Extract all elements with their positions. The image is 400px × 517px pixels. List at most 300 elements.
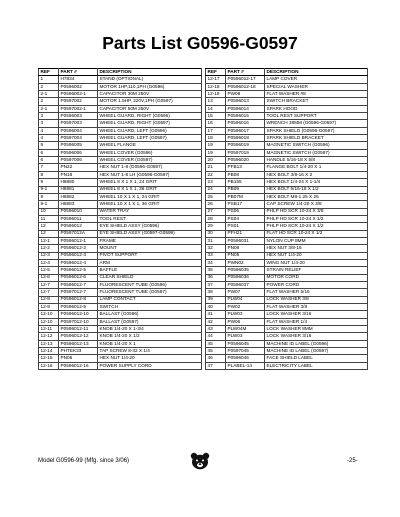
table-row <box>39 157 202 164</box>
description-cell: WHEEL 8 X 1 X 1, 24 GRIT <box>98 179 202 186</box>
table-row <box>206 164 368 171</box>
ref-cell: 39 <box>206 296 226 303</box>
table-row <box>206 127 368 134</box>
part-number-cell: PS06 <box>226 208 265 215</box>
part-number-cell: P0596012-17 <box>226 76 265 83</box>
ref-cell: 2 <box>39 83 59 90</box>
description-cell: CAPACITOR 30M 250V <box>98 91 202 98</box>
description-cell: WHEEL GUARD, LEFT (G0597) <box>98 135 202 142</box>
ref-cell: 4 <box>39 127 59 134</box>
description-cell: PHLP HD SCR 10-24 X 3/8 <box>265 208 368 215</box>
description-cell: LOCK WASHER 3/16 <box>265 311 368 318</box>
ref-cell: 38 <box>206 289 226 296</box>
ref-cell: 12-1 <box>39 237 59 244</box>
header-part-number: PART # <box>226 69 265 76</box>
description-cell: POWER CORD <box>265 281 368 288</box>
description-cell: ARM <box>98 259 202 266</box>
ref-cell: 12-5 <box>39 267 59 274</box>
table-row <box>206 76 368 83</box>
ref-cell: 6 <box>39 157 59 164</box>
ref-cell: 12-14 <box>39 348 59 355</box>
part-number-cell: PW02 <box>226 304 265 311</box>
ref-cell: 27 <box>206 208 226 215</box>
table-row <box>206 230 368 237</box>
table-row <box>39 113 202 120</box>
part-number-cell: PLW03 <box>226 311 265 318</box>
table-row <box>206 105 368 112</box>
description-cell: WHEEL 10 X 1 X 1, 24 GRIT <box>98 193 202 200</box>
table-row <box>206 208 368 215</box>
table-row <box>39 318 202 325</box>
part-number-cell: PW08 <box>226 91 265 98</box>
ref-cell: 6 <box>39 149 59 156</box>
part-number-cell: H8881 <box>59 186 98 193</box>
table-row <box>206 179 368 186</box>
table-row <box>39 348 202 355</box>
ref-cell: 2-1 <box>39 91 59 98</box>
ref-cell: 12-7 <box>39 289 59 296</box>
description-cell: MAGNETIC SWITCH (G0597) <box>265 149 368 156</box>
ref-cell: 21 <box>206 164 226 171</box>
description-cell: MOUNT <box>98 245 202 252</box>
description-cell: SPECIAL WASHER <box>265 83 368 90</box>
part-number-cell: P0596014 <box>226 105 265 112</box>
description-cell: LAMP CONTACT <box>98 296 202 303</box>
description-cell: LOCK WASHER 3/8 <box>265 296 368 303</box>
table-row <box>39 149 202 156</box>
table-row <box>206 186 368 193</box>
table-row <box>206 348 368 355</box>
part-number-cell: PW06 <box>226 318 265 325</box>
description-cell: HEX BOLT M8-1.25 X 25 <box>265 193 368 200</box>
ref-cell: 12-18 <box>206 83 226 90</box>
part-number-cell: H7834 <box>59 76 98 83</box>
description-cell: FLAT WASHER #8 <box>265 91 368 98</box>
ref-cell: 18 <box>206 135 226 142</box>
ref-cell: 42 <box>206 318 226 325</box>
description-cell: WHEEL 8 X 1 X 1, 36 GRIT <box>98 186 202 193</box>
table-row <box>206 157 368 164</box>
ref-cell: 15 <box>206 113 226 120</box>
ref-cell: 29 <box>206 223 226 230</box>
part-number-cell: P0596011 <box>59 215 98 222</box>
description-cell: PHLP HD SCR 10-24 X 1/2 <box>265 215 368 222</box>
ref-cell: 12-11 <box>39 326 59 333</box>
part-number-cell: PLW04 <box>226 296 265 303</box>
table-row <box>39 179 202 186</box>
description-cell: HANDLE 5/16-18 X 5/8 <box>265 157 368 164</box>
ref-cell: 43 <box>206 326 226 333</box>
part-number-cell: PSB17 <box>226 201 265 208</box>
description-cell: SWITCH <box>98 304 202 311</box>
ref-cell: 9 <box>39 179 59 186</box>
ref-cell: 3 <box>39 120 59 127</box>
part-number-cell: P0597012-7 <box>59 289 98 296</box>
part-number-cell: P0596006 <box>59 149 98 156</box>
description-cell: WING NUT 1/4-20 <box>265 259 368 266</box>
ref-cell: 47 <box>206 362 226 369</box>
table-row <box>39 142 202 149</box>
part-number-cell: P0597012-10 <box>59 318 98 325</box>
part-number-cell: P0597002 <box>59 98 98 105</box>
ref-cell: 9-1 <box>39 186 59 193</box>
description-cell: ELECTRICITY LABEL <box>265 362 368 369</box>
table-row <box>206 149 368 156</box>
table-row <box>206 326 368 333</box>
description-cell: STRAIN RELIEF <box>265 267 368 274</box>
part-number-cell: PN22 <box>59 164 98 171</box>
description-cell: HEX NUT 1-8 LH (G0596-G0597) <box>98 171 202 178</box>
part-number-cell: PFB13 <box>226 164 265 171</box>
part-number-cell: P0596013 <box>226 98 265 105</box>
description-cell: MACHINE ID LABEL (G0596) <box>265 340 368 347</box>
description-cell: CAP SCREW 1/4-20 X 3/8 <box>265 201 368 208</box>
part-number-cell: P0596012 <box>59 223 98 230</box>
ref-cell: 36 <box>206 274 226 281</box>
table-row <box>39 186 202 193</box>
table-row <box>206 296 368 303</box>
part-number-cell: P0596012-2 <box>59 245 98 252</box>
table-row <box>39 311 202 318</box>
part-number-cell: PN18 <box>59 171 98 178</box>
table-header-row <box>39 69 202 76</box>
description-cell: FLANGE BOLT 1/4-20 X 1 <box>265 164 368 171</box>
table-row <box>39 120 202 127</box>
description-cell: HEX BOLT 3/8-16 X 2 <box>265 171 368 178</box>
ref-cell: 45 <box>206 340 226 347</box>
table-row <box>39 105 202 112</box>
description-cell: WHEEL GUARD, RIGHT (G0596) <box>98 113 202 120</box>
description-cell: FACE SHIELD LABEL <box>265 355 368 362</box>
description-cell: BALLAST (G0597) <box>98 318 202 325</box>
description-cell: WATER TRAY <box>98 208 202 215</box>
part-number-cell: P0596010 <box>59 208 98 215</box>
ref-cell: 2-1 <box>39 105 59 112</box>
part-number-cell: PN05 <box>226 252 265 259</box>
ref-cell: 12 <box>39 223 59 230</box>
table-row <box>39 281 202 288</box>
description-cell: FLAT HD SCR 10-24 X 1/2 <box>265 230 368 237</box>
table-row <box>206 83 368 90</box>
description-cell: HEX NUT 3/8-16 <box>265 245 368 252</box>
ref-cell: 12-3 <box>39 252 59 259</box>
ref-cell: 22 <box>206 171 226 178</box>
table-row <box>39 98 202 105</box>
footer-model-text: Model G0596-99 (Mfg. since 3/06) <box>38 458 130 464</box>
ref-cell: 41 <box>206 311 226 318</box>
part-number-cell: PWN02 <box>226 259 265 266</box>
ref-cell: 12-12 <box>39 333 59 340</box>
description-cell: TAP SCREW 8-32 X 1/4 <box>98 348 202 355</box>
part-number-cell: P0596012-9 <box>59 304 98 311</box>
ref-cell: 33 <box>206 252 226 259</box>
ref-cell: 12-17 <box>206 76 226 83</box>
table-row <box>206 340 368 347</box>
ref-cell: 12-8 <box>39 296 59 303</box>
description-cell: WHEEL FLANGE <box>98 142 202 149</box>
table-row <box>39 355 202 362</box>
part-number-cell: P0596035 <box>226 267 265 274</box>
table-row <box>206 274 368 281</box>
description-cell: SWITCH BRACKET <box>265 98 368 105</box>
part-number-cell: P0596012-7 <box>59 281 98 288</box>
table-row <box>39 259 202 266</box>
table-row <box>39 230 202 237</box>
part-number-cell: P0597002-1 <box>59 105 98 112</box>
ref-cell: 34 <box>206 259 226 266</box>
table-row <box>206 215 368 222</box>
description-cell: PHLP HD SCR 10-24 X 1/2 <box>265 223 368 230</box>
description-cell: HEX NUT 1-8 (G0596-G0597) <box>98 164 202 171</box>
ref-cell: 46 <box>206 355 226 362</box>
ref-cell: 19 <box>206 142 226 149</box>
table-row <box>206 201 368 208</box>
ref-cell: 28 <box>206 215 226 222</box>
description-cell: BAFFLE <box>98 267 202 274</box>
description-cell: WHEEL COVER (G0596) <box>98 149 202 156</box>
table-row <box>206 267 368 274</box>
ref-cell: 12-4 <box>39 259 59 266</box>
table-row <box>206 245 368 252</box>
ref-cell: 12-15 <box>39 355 59 362</box>
description-cell: BALLAST (G0596) <box>98 311 202 318</box>
table-row <box>39 289 202 296</box>
part-number-cell: P0596016 <box>226 120 265 127</box>
description-cell: KNOB 1/4-20 X 1-3/4 <box>98 326 202 333</box>
part-number-cell: P0596012-13 <box>59 340 98 347</box>
table-row <box>206 237 368 244</box>
table-row <box>206 120 368 127</box>
description-cell: HEX NUT 1/4-20 <box>265 252 368 259</box>
header-part-number: PART # <box>59 69 98 76</box>
table-row <box>39 91 202 98</box>
table-row <box>39 333 202 340</box>
table-header-row <box>206 69 368 76</box>
part-number-cell: P0596037 <box>226 281 265 288</box>
description-cell: EYE SHIELD ASSY (G0597-G0599) <box>98 230 202 237</box>
ref-cell: 12-16 <box>39 362 59 369</box>
table-row <box>39 76 202 83</box>
ref-cell: 12-19 <box>206 91 226 98</box>
table-row <box>206 98 368 105</box>
table-row <box>39 267 202 274</box>
table-row <box>206 362 368 369</box>
table-row <box>39 304 202 311</box>
part-number-cell: P0596015 <box>226 113 265 120</box>
description-cell: STAND (OPTIONAL) <box>98 76 202 83</box>
ref-cell: 40 <box>206 304 226 311</box>
description-cell: MOTOR 1HP,110,1PH (G0596) <box>98 83 202 90</box>
table-row <box>39 237 202 244</box>
ref-cell: 12-9 <box>39 304 59 311</box>
part-number-cell: H8882 <box>59 193 98 200</box>
part-number-cell: PHTEK33 <box>59 348 98 355</box>
description-cell: WHEEL GUARD, RIGHT (G0597) <box>98 120 202 127</box>
ref-cell: 10 <box>39 208 59 215</box>
table-row <box>39 201 202 208</box>
part-number-cell: PB08 <box>226 171 265 178</box>
header-description: DESCRIPTION <box>98 69 202 76</box>
description-cell: FRAME <box>98 237 202 244</box>
table-row <box>39 135 202 142</box>
part-number-cell: P0596012-1 <box>59 237 98 244</box>
part-number-cell: P0597012A <box>59 230 98 237</box>
description-cell: SPARK HOOD <box>265 105 368 112</box>
part-number-cell: PS04 <box>226 215 265 222</box>
ref-cell: 23 <box>206 179 226 186</box>
table-row <box>206 223 368 230</box>
table-row <box>206 142 368 149</box>
description-cell: EYE SHIELD ASSY (G0596) <box>98 223 202 230</box>
part-number-cell: P0596005 <box>59 142 98 149</box>
ref-cell: 9 <box>39 193 59 200</box>
part-number-cell: P0596012-8 <box>59 296 98 303</box>
part-number-cell: P0597006 <box>59 157 98 164</box>
ref-cell: 20 <box>206 157 226 164</box>
description-cell: MACHINE ID LABEL (G0597) <box>265 348 368 355</box>
part-number-cell: PB09 <box>226 186 265 193</box>
header-ref: REF <box>206 69 226 76</box>
part-number-cell: P0596002-1 <box>59 91 98 98</box>
table-row <box>206 355 368 362</box>
ref-cell: 31 <box>206 237 226 244</box>
table-row <box>39 340 202 347</box>
description-cell: FLUORESCENT TUBE (G0596) <box>98 281 202 288</box>
part-number-cell: P0596002 <box>59 83 98 90</box>
part-number-cell: P0596036 <box>226 274 265 281</box>
table-row <box>39 326 202 333</box>
ref-cell: 12-10 <box>39 311 59 318</box>
description-cell: POWER SUPPLY CORD <box>98 362 202 369</box>
parts-table-right <box>205 68 368 370</box>
part-number-cell: PLW04M <box>226 326 265 333</box>
table-row <box>206 318 368 325</box>
description-cell: LAMP COVER <box>265 76 368 83</box>
part-number-cell: P0596012-3 <box>59 252 98 259</box>
part-number-cell: H8880 <box>59 179 98 186</box>
table-row <box>39 208 202 215</box>
description-cell: WHEEL GUARD, LEFT (G0596) <box>98 127 202 134</box>
table-row <box>206 259 368 266</box>
description-cell: KNOB 1/4-20 X 1 <box>98 340 202 347</box>
ref-cell: 12 <box>39 230 59 237</box>
header-ref: REF <box>39 69 59 76</box>
part-number-cell: PN05 <box>59 355 98 362</box>
ref-cell: 4 <box>39 135 59 142</box>
part-number-cell: P0596012-4 <box>59 259 98 266</box>
part-number-cell: P0596012-6 <box>59 274 98 281</box>
part-number-cell: P0596012-5 <box>59 267 98 274</box>
part-number-cell: P0596046 <box>226 355 265 362</box>
table-row <box>39 127 202 134</box>
table-row <box>39 171 202 178</box>
ref-cell: 3 <box>39 113 59 120</box>
ref-cell: 7 <box>39 164 59 171</box>
description-cell: MAGNETIC SWITCH (G0596) <box>265 142 368 149</box>
ref-cell: 25 <box>206 193 226 200</box>
ref-cell: 44 <box>206 333 226 340</box>
description-cell: FLAT WASHER 1/4 <box>265 318 368 325</box>
ref-cell: 11 <box>39 215 59 222</box>
part-number-cell: P0596012-11 <box>59 326 98 333</box>
table-row <box>206 113 368 120</box>
table-row <box>39 193 202 200</box>
ref-cell: 45 <box>206 348 226 355</box>
description-cell: WRENCH 38MM (G0596-G0597) <box>265 120 368 127</box>
table-row <box>206 193 368 200</box>
header-description: DESCRIPTION <box>265 69 368 76</box>
description-cell: NYLON CUP 8MM <box>265 237 368 244</box>
table-row <box>39 296 202 303</box>
description-cell: SPARK SHIELD (G0596-G0597) <box>265 127 368 134</box>
ref-cell: 19 <box>206 149 226 156</box>
ref-cell: 1 <box>39 76 59 83</box>
part-number-cell: P0596012-18 <box>226 83 265 90</box>
ref-cell: 12-7 <box>39 281 59 288</box>
part-number-cell: P0596012-12 <box>59 333 98 340</box>
part-number-cell: P0596017 <box>226 127 265 134</box>
table-row <box>39 362 202 369</box>
ref-cell: 32 <box>206 245 226 252</box>
description-cell: SPARK SHIELD BRACKET <box>265 135 368 142</box>
part-number-cell: PLW03 <box>226 333 265 340</box>
part-number-cell: P0597045 <box>226 348 265 355</box>
description-cell: FLAT WASHER 5/16 <box>265 289 368 296</box>
description-cell: FLUORESCENT TUBE (G0597) <box>98 289 202 296</box>
part-number-cell: P0597003 <box>59 120 98 127</box>
description-cell: KNOB 1/4-20 X 1/2 <box>98 333 202 340</box>
table-row <box>206 252 368 259</box>
part-number-cell: PLABEL-14 <box>226 362 265 369</box>
part-number-cell: P0596020 <box>226 157 265 164</box>
table-row <box>39 252 202 259</box>
table-row <box>206 135 368 142</box>
page-number: -25- <box>347 458 358 464</box>
ref-cell: 12-10 <box>39 318 59 325</box>
description-cell: PIVOT SUPPORT <box>98 252 202 259</box>
description-cell: CAPACITOR 50M 250V <box>98 105 202 112</box>
table-row <box>39 223 202 230</box>
description-cell: LOCK WASHER 8MM <box>265 326 368 333</box>
table-row <box>206 281 368 288</box>
ref-cell: 26 <box>206 201 226 208</box>
ref-cell: 8 <box>39 171 59 178</box>
table-row <box>39 245 202 252</box>
description-cell: FLAT WASHER 3/8 <box>265 304 368 311</box>
ref-cell: 17 <box>206 127 226 134</box>
table-row <box>39 83 202 90</box>
ref-cell: 30 <box>206 230 226 237</box>
part-number-cell: P0596012-10 <box>59 311 98 318</box>
description-cell: WHEEL COVER (G0597) <box>98 157 202 164</box>
part-number-cell: P0596012-16 <box>59 362 98 369</box>
description-cell: HEX BOLT 5/16-18 X 1/2 <box>265 186 368 193</box>
part-number-cell: P0596031 <box>226 237 265 244</box>
table-row <box>39 274 202 281</box>
description-cell: LOCK WASHER 3/16 <box>265 333 368 340</box>
part-number-cell: P0597019 <box>226 149 265 156</box>
ref-cell: 9-1 <box>39 201 59 208</box>
ref-cell: 14 <box>206 105 226 112</box>
ref-cell: 13 <box>206 98 226 105</box>
description-cell: TOOL REST SUPPORT <box>265 113 368 120</box>
ref-cell: 37 <box>206 281 226 288</box>
parts-table-left <box>38 68 202 370</box>
description-cell: MOTOR CORD <box>265 274 368 281</box>
table-row <box>39 164 202 171</box>
ref-cell: 2 <box>39 98 59 105</box>
part-number-cell: PB155 <box>226 179 265 186</box>
